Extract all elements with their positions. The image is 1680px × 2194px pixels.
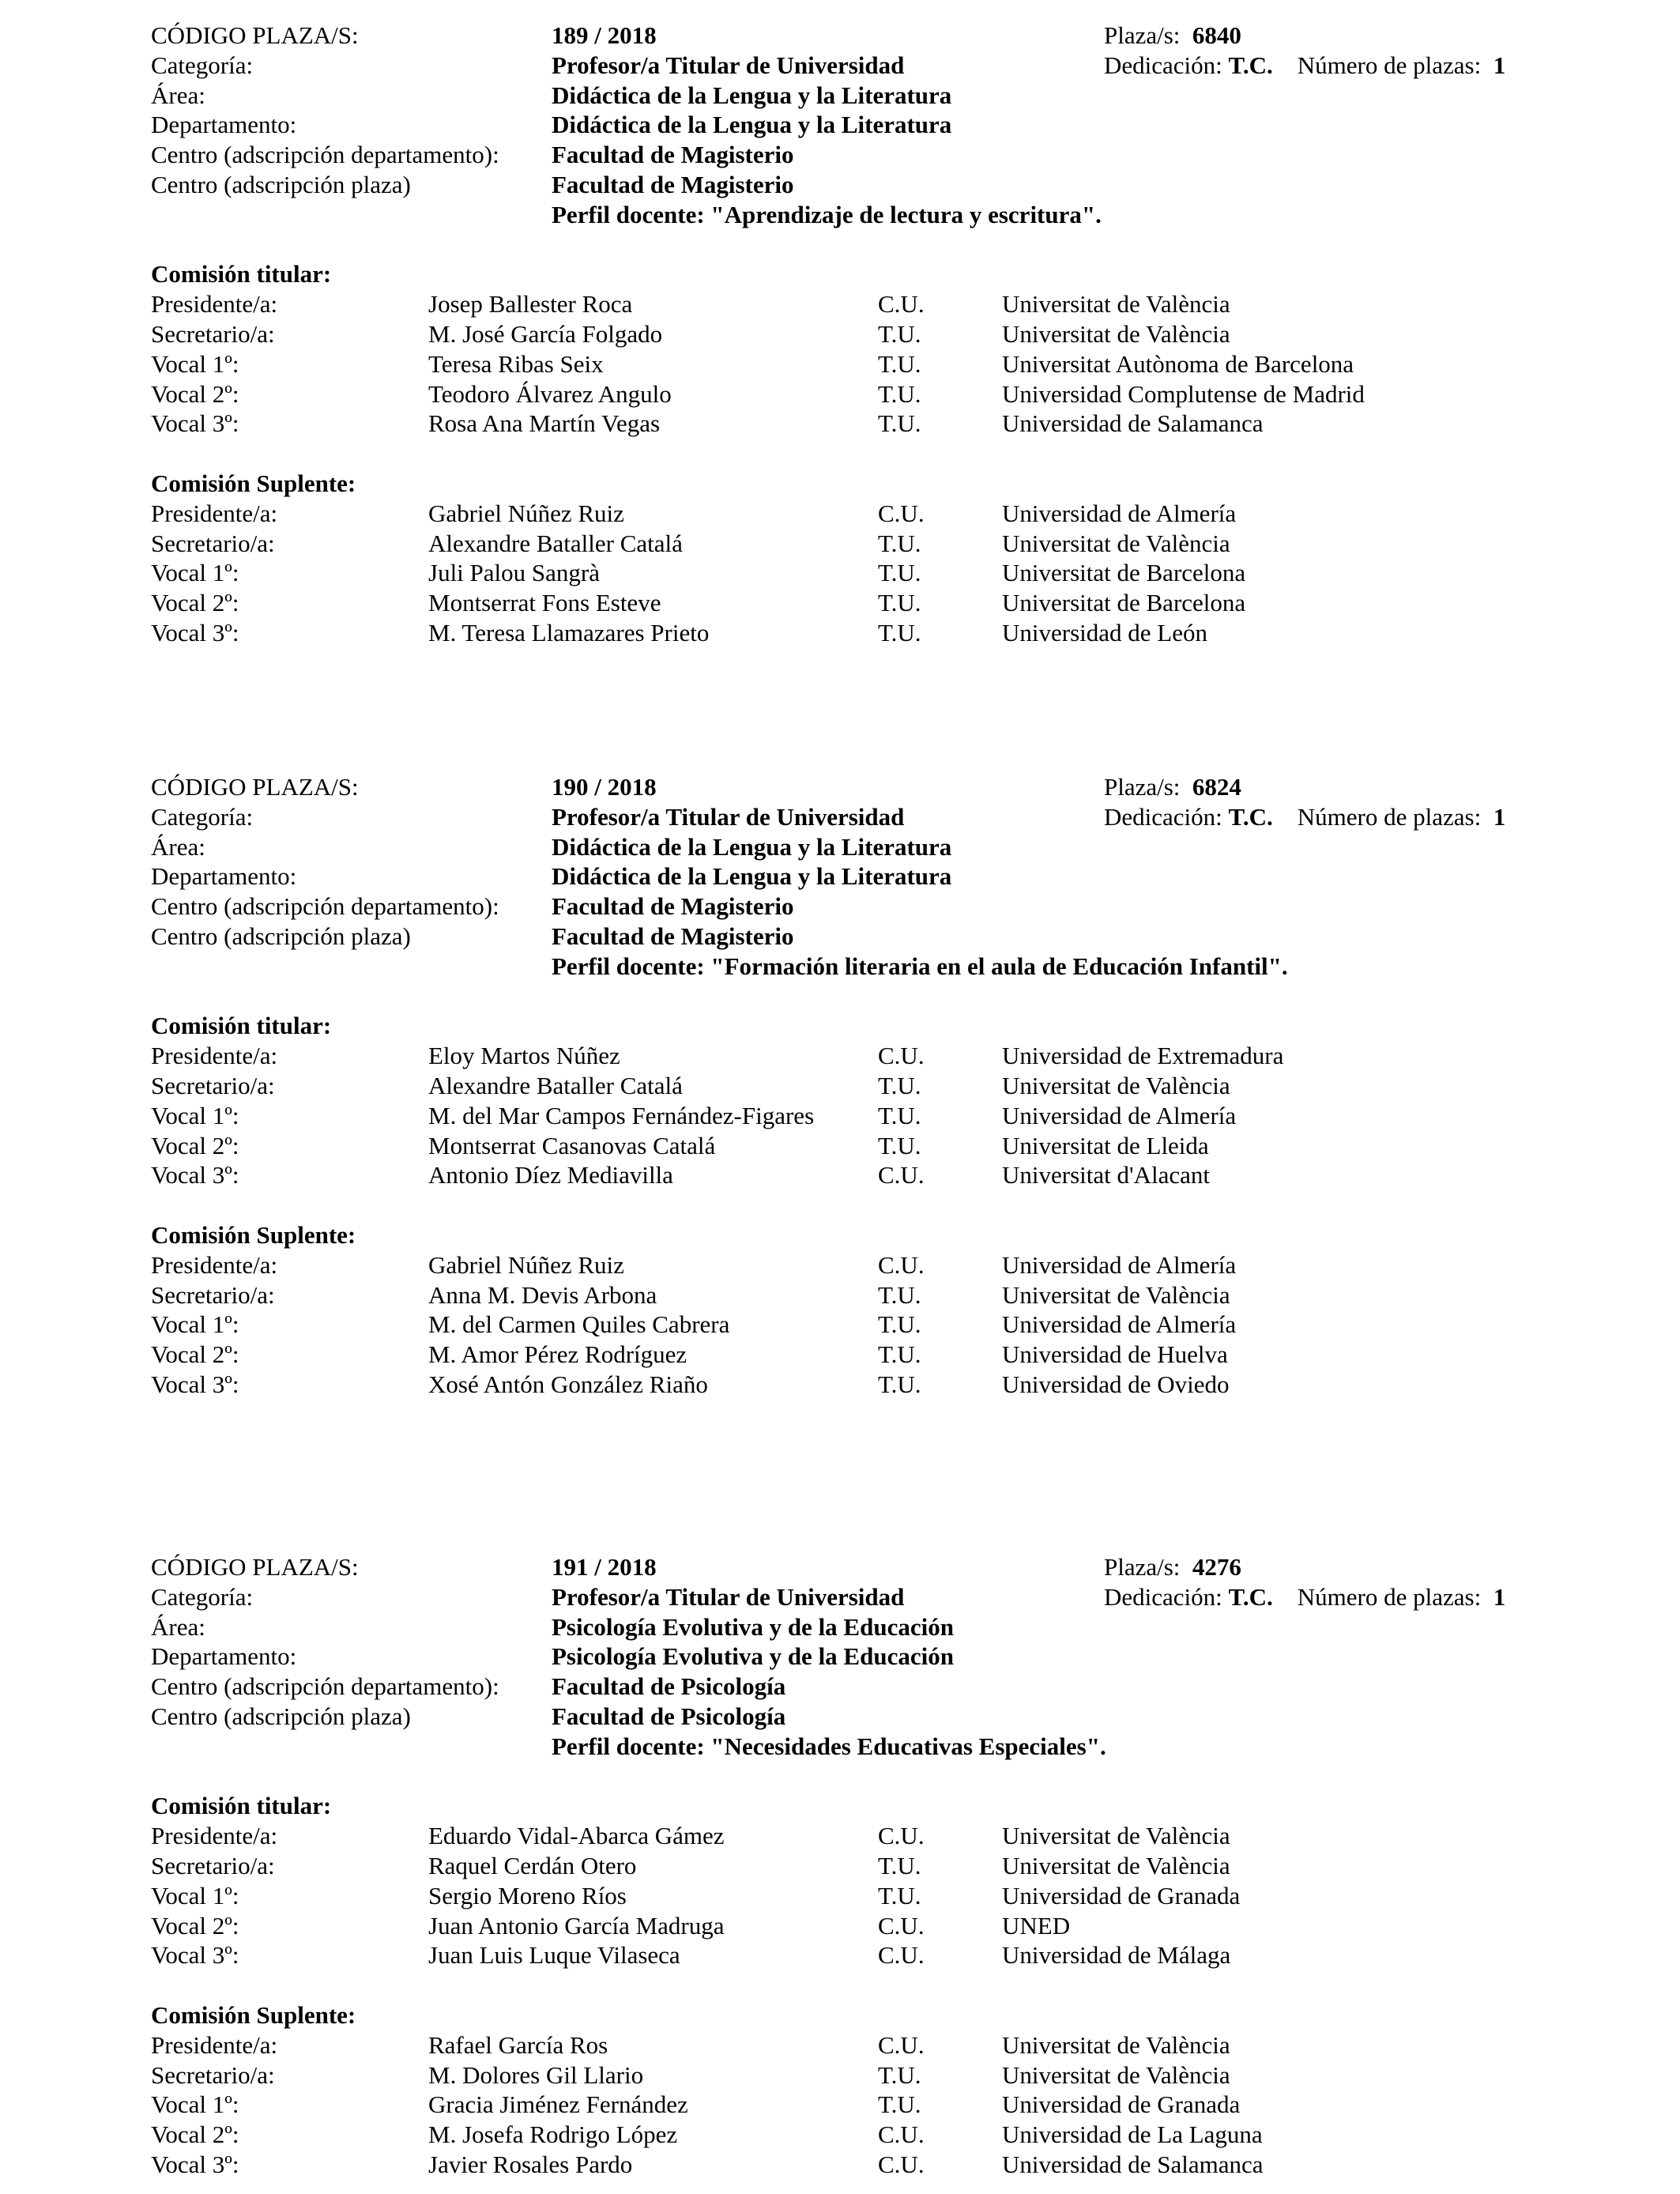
member-university: Universitat de València bbox=[1002, 529, 1230, 557]
dedicacion-label: Dedicación: bbox=[1104, 51, 1222, 79]
member-row bbox=[151, 409, 1573, 439]
member-name: M. Teresa Llamazares Prieto bbox=[428, 618, 710, 647]
perfil-docente: Perfil docente: "Formación literaria en el aula de Educación Infantil". bbox=[552, 952, 1288, 980]
categoria-row bbox=[151, 51, 1573, 81]
member-role: Presidente/a: bbox=[151, 2030, 278, 2059]
member-name: Juan Luis Luque Vilaseca bbox=[428, 1941, 680, 1970]
member-row bbox=[151, 1250, 1573, 1280]
plaza-block bbox=[151, 21, 1573, 648]
centro-dep-value: Facultad de Magisterio bbox=[552, 892, 794, 921]
member-name: M. del Carmen Quiles Cabrera bbox=[428, 1310, 730, 1339]
dedicacion-info bbox=[1104, 1582, 1505, 1612]
member-university: Universitat de Barcelona bbox=[1002, 589, 1246, 617]
perfil-row bbox=[151, 952, 1573, 982]
member-university: Universitat de València bbox=[1002, 1822, 1230, 1850]
member-university: Universidad de Almería bbox=[1002, 1101, 1237, 1129]
member-category: T.U. bbox=[878, 1131, 921, 1159]
dedicacion-value: T.C. bbox=[1228, 51, 1273, 79]
centro-dep-value: Facultad de Psicología bbox=[552, 1672, 786, 1701]
member-name: M. José García Folgado bbox=[428, 319, 663, 348]
member-category: C.U. bbox=[878, 1822, 925, 1850]
member-row bbox=[151, 1911, 1573, 1941]
member-university: Universitat de València bbox=[1002, 2030, 1230, 2059]
member-name: M. del Mar Campos Fernández-Figares bbox=[428, 1101, 815, 1129]
departamento-value: Didáctica de la Lengua y la Literatura bbox=[552, 862, 952, 891]
numero-label: Número de plazas: bbox=[1297, 802, 1482, 831]
comision-titular-heading: Comisión titular: bbox=[151, 260, 332, 288]
member-role: Vocal 1º: bbox=[151, 1881, 239, 1909]
member-row bbox=[151, 1071, 1573, 1101]
member-name: Teodoro Álvarez Angulo bbox=[428, 379, 672, 408]
departamento-label: Departamento: bbox=[151, 1642, 297, 1671]
member-role: Vocal 2º: bbox=[151, 379, 239, 408]
numero-value: 1 bbox=[1493, 51, 1506, 79]
member-category: T.U. bbox=[878, 1071, 921, 1099]
member-university: Universidad de León bbox=[1002, 618, 1207, 647]
member-row bbox=[151, 588, 1573, 618]
centro-plaza-value: Facultad de Psicología bbox=[552, 1702, 786, 1730]
member-row bbox=[151, 2120, 1573, 2150]
area-value: Didáctica de la Lengua y la Literatura bbox=[552, 832, 952, 861]
member-university: Universidad de Granada bbox=[1002, 1881, 1241, 1909]
member-row bbox=[151, 1370, 1573, 1400]
codigo-value: 191 / 2018 bbox=[552, 1553, 657, 1581]
departamento-row bbox=[151, 1642, 1573, 1672]
member-university: Universidad de Almería bbox=[1002, 1250, 1237, 1279]
member-university: Universidad de Extremadura bbox=[1002, 1042, 1284, 1070]
centro-dep-label: Centro (adscripción departamento): bbox=[151, 1672, 499, 1701]
member-row bbox=[151, 1160, 1573, 1190]
member-role: Vocal 1º: bbox=[151, 1310, 239, 1339]
member-category: C.U. bbox=[878, 1161, 925, 1189]
member-role: Vocal 2º: bbox=[151, 1340, 239, 1369]
perfil-docente: Perfil docente: "Necesidades Educativas Especiales". bbox=[552, 1732, 1106, 1760]
comision-suplente-heading-row bbox=[151, 2000, 1573, 2030]
member-name: Alexandre Bataller Catalá bbox=[428, 529, 683, 557]
member-row bbox=[151, 349, 1573, 379]
comision-titular-heading-row bbox=[151, 1791, 1573, 1821]
departamento-value: Didáctica de la Lengua y la Literatura bbox=[552, 111, 952, 139]
member-university: Universitat d'Alacant bbox=[1002, 1161, 1210, 1189]
member-university: Universidad de La Laguna bbox=[1002, 2120, 1263, 2149]
member-university: Universidad de Granada bbox=[1002, 2090, 1241, 2119]
member-category: T.U. bbox=[878, 1310, 921, 1339]
centro-plaza-label: Centro (adscripción plaza) bbox=[151, 922, 411, 950]
member-row bbox=[151, 1041, 1573, 1071]
centro-plaza-row bbox=[151, 1702, 1573, 1732]
member-role: Vocal 3º: bbox=[151, 2150, 239, 2178]
member-university: Universidad de Salamanca bbox=[1002, 409, 1264, 438]
codigo-label: CÓDIGO PLAZA/S: bbox=[151, 21, 359, 49]
member-name: Javier Rosales Pardo bbox=[428, 2150, 633, 2178]
numero-label: Número de plazas: bbox=[1297, 51, 1482, 79]
member-category: T.U. bbox=[878, 2090, 921, 2119]
plazas-label: Plaza/s: bbox=[1104, 773, 1181, 801]
member-university: Universidad de Almería bbox=[1002, 1310, 1237, 1339]
comision-titular-heading-row bbox=[151, 1011, 1573, 1041]
area-value: Psicología Evolutiva y de la Educación bbox=[552, 1612, 954, 1641]
plazas-info bbox=[1104, 21, 1241, 51]
member-row bbox=[151, 2060, 1573, 2090]
member-row bbox=[151, 319, 1573, 349]
member-row bbox=[151, 1280, 1573, 1310]
codigo-label: CÓDIGO PLAZA/S: bbox=[151, 773, 359, 801]
area-row bbox=[151, 81, 1573, 111]
comision-suplente-heading: Comisión Suplente: bbox=[151, 2000, 356, 2029]
centro-dep-label: Centro (adscripción departamento): bbox=[151, 141, 499, 169]
member-row bbox=[151, 499, 1573, 529]
area-value: Didáctica de la Lengua y la Literatura bbox=[552, 81, 952, 109]
area-label: Área: bbox=[151, 81, 205, 109]
member-category: T.U. bbox=[878, 319, 921, 348]
member-role: Secretario/a: bbox=[151, 1071, 275, 1099]
comision-suplente-heading-row bbox=[151, 469, 1573, 499]
member-university: Universitat de València bbox=[1002, 2060, 1230, 2089]
member-row bbox=[151, 1340, 1573, 1370]
numero-value: 1 bbox=[1493, 1582, 1506, 1611]
member-university: Universitat de València bbox=[1002, 319, 1230, 348]
member-name: Anna M. Devis Arbona bbox=[428, 1280, 657, 1309]
dedicacion-label: Dedicación: bbox=[1104, 1582, 1222, 1611]
plazas-label: Plaza/s: bbox=[1104, 21, 1181, 49]
comision-suplente-heading: Comisión Suplente: bbox=[151, 1220, 356, 1249]
plazas-info bbox=[1104, 772, 1241, 802]
member-row bbox=[151, 289, 1573, 319]
member-name: Gabriel Núñez Ruiz bbox=[428, 499, 624, 527]
member-category: C.U. bbox=[878, 1042, 925, 1070]
member-role: Vocal 3º: bbox=[151, 1161, 239, 1189]
member-university: Universitat Autònoma de Barcelona bbox=[1002, 349, 1354, 378]
member-role: Presidente/a: bbox=[151, 499, 278, 527]
centro-plaza-value: Facultad de Magisterio bbox=[552, 922, 794, 950]
area-row bbox=[151, 1612, 1573, 1642]
member-role: Vocal 2º: bbox=[151, 1131, 239, 1159]
member-category: T.U. bbox=[878, 559, 921, 587]
member-university: Universitat de Lleida bbox=[1002, 1131, 1209, 1159]
member-role: Presidente/a: bbox=[151, 1250, 278, 1279]
area-label: Área: bbox=[151, 832, 205, 861]
member-role: Presidente/a: bbox=[151, 1042, 278, 1070]
member-name: Teresa Ribas Seix bbox=[428, 349, 604, 378]
member-row bbox=[151, 2090, 1573, 2120]
member-row bbox=[151, 1940, 1573, 1970]
dedicacion-label: Dedicación: bbox=[1104, 802, 1222, 831]
member-name: Rosa Ana Martín Vegas bbox=[428, 409, 661, 438]
plaza-number: 4276 bbox=[1192, 1553, 1241, 1581]
plazas-info bbox=[1104, 1552, 1241, 1582]
numero-value: 1 bbox=[1493, 802, 1506, 831]
member-name: M. Amor Pérez Rodríguez bbox=[428, 1340, 687, 1369]
member-university: Universitat de València bbox=[1002, 1851, 1230, 1879]
member-category: T.U. bbox=[878, 349, 921, 378]
member-role: Vocal 2º: bbox=[151, 2120, 239, 2149]
member-university: Universitat de València bbox=[1002, 290, 1230, 319]
member-category: T.U. bbox=[878, 1851, 921, 1879]
dedicacion-value: T.C. bbox=[1228, 802, 1273, 831]
member-name: Antonio Díez Mediavilla bbox=[428, 1161, 673, 1189]
member-category: C.U. bbox=[878, 2120, 925, 2149]
member-role: Vocal 3º: bbox=[151, 618, 239, 647]
member-role: Vocal 1º: bbox=[151, 559, 239, 587]
member-role: Vocal 3º: bbox=[151, 1941, 239, 1970]
member-category: T.U. bbox=[878, 379, 921, 408]
centro-dep-row bbox=[151, 1672, 1573, 1702]
departamento-label: Departamento: bbox=[151, 111, 297, 139]
member-row bbox=[151, 1881, 1573, 1911]
codigo-value: 189 / 2018 bbox=[552, 21, 657, 49]
codigo-value: 190 / 2018 bbox=[552, 773, 657, 801]
comision-suplente-heading: Comisión Suplente: bbox=[151, 469, 356, 497]
member-name: Eloy Martos Núñez bbox=[428, 1042, 620, 1070]
member-category: T.U. bbox=[878, 1280, 921, 1309]
member-role: Vocal 1º: bbox=[151, 349, 239, 378]
member-role: Vocal 1º: bbox=[151, 1101, 239, 1129]
member-row bbox=[151, 1851, 1573, 1881]
plazas-label: Plaza/s: bbox=[1104, 1553, 1181, 1581]
member-name: Montserrat Casanovas Catalá bbox=[428, 1131, 716, 1159]
member-name: Sergio Moreno Ríos bbox=[428, 1881, 627, 1909]
member-category: T.U. bbox=[878, 589, 921, 617]
dedicacion-info bbox=[1104, 802, 1505, 832]
member-row bbox=[151, 1131, 1573, 1161]
member-university: Universidad de Oviedo bbox=[1002, 1370, 1230, 1398]
member-role: Vocal 3º: bbox=[151, 1370, 239, 1398]
member-row bbox=[151, 379, 1573, 409]
area-row bbox=[151, 832, 1573, 862]
member-category: T.U. bbox=[878, 1881, 921, 1909]
centro-dep-value: Facultad de Magisterio bbox=[552, 141, 794, 169]
member-university: Universidad de Salamanca bbox=[1002, 2150, 1264, 2178]
member-category: T.U. bbox=[878, 529, 921, 557]
dedicacion-value: T.C. bbox=[1228, 1582, 1273, 1611]
plaza-number: 6840 bbox=[1192, 21, 1241, 49]
centro-plaza-row bbox=[151, 170, 1573, 200]
member-university: Universitat de Barcelona bbox=[1002, 559, 1246, 587]
member-category: T.U. bbox=[878, 1370, 921, 1398]
member-category: C.U. bbox=[878, 1250, 925, 1279]
plaza-block bbox=[151, 772, 1573, 1400]
comision-titular-heading: Comisión titular: bbox=[151, 1012, 332, 1040]
member-name: Gabriel Núñez Ruiz bbox=[428, 1250, 624, 1279]
codigo-label: CÓDIGO PLAZA/S: bbox=[151, 1553, 359, 1581]
member-name: Eduardo Vidal-Abarca Gámez bbox=[428, 1822, 725, 1850]
codigo-row bbox=[151, 1552, 1573, 1582]
member-role: Presidente/a: bbox=[151, 290, 278, 319]
member-name: Juan Antonio García Madruga bbox=[428, 1911, 725, 1940]
member-role: Secretario/a: bbox=[151, 1851, 275, 1879]
member-row bbox=[151, 1310, 1573, 1340]
member-category: C.U. bbox=[878, 1941, 925, 1970]
centro-dep-row bbox=[151, 892, 1573, 922]
departamento-label: Departamento: bbox=[151, 862, 297, 891]
centro-dep-row bbox=[151, 140, 1573, 170]
member-name: Alexandre Bataller Catalá bbox=[428, 1071, 683, 1099]
member-name: Josep Ballester Roca bbox=[428, 290, 633, 319]
member-role: Secretario/a: bbox=[151, 2060, 275, 2089]
member-name: Gracia Jiménez Fernández bbox=[428, 2090, 688, 2119]
member-category: C.U. bbox=[878, 2030, 925, 2059]
centro-dep-label: Centro (adscripción departamento): bbox=[151, 892, 499, 921]
member-category: C.U. bbox=[878, 499, 925, 527]
member-row bbox=[151, 529, 1573, 559]
member-role: Vocal 2º: bbox=[151, 589, 239, 617]
member-name: Rafael García Ros bbox=[428, 2030, 608, 2059]
codigo-row bbox=[151, 772, 1573, 802]
member-row bbox=[151, 618, 1573, 648]
categoria-label: Categoría: bbox=[151, 51, 254, 79]
categoria-value: Profesor/a Titular de Universidad bbox=[552, 51, 905, 79]
member-category: T.U. bbox=[878, 409, 921, 438]
centro-plaza-value: Facultad de Magisterio bbox=[552, 170, 794, 198]
member-role: Vocal 1º: bbox=[151, 2090, 239, 2119]
numero-label: Número de plazas: bbox=[1297, 1582, 1482, 1611]
dedicacion-info bbox=[1104, 51, 1505, 81]
member-name: Montserrat Fons Esteve bbox=[428, 589, 661, 617]
member-row bbox=[151, 1821, 1573, 1851]
member-category: C.U. bbox=[878, 290, 925, 319]
centro-plaza-label: Centro (adscripción plaza) bbox=[151, 1702, 411, 1730]
member-role: Secretario/a: bbox=[151, 319, 275, 348]
plaza-number: 6824 bbox=[1192, 773, 1241, 801]
categoria-label: Categoría: bbox=[151, 802, 254, 831]
perfil-row bbox=[151, 200, 1573, 230]
member-name: M. Dolores Gil Llario bbox=[428, 2060, 644, 2089]
member-university: Universidad de Huelva bbox=[1002, 1340, 1228, 1369]
comision-suplente-heading-row bbox=[151, 1220, 1573, 1250]
member-name: M. Josefa Rodrigo López bbox=[428, 2120, 678, 2149]
member-role: Secretario/a: bbox=[151, 529, 275, 557]
member-row bbox=[151, 2030, 1573, 2060]
member-name: Raquel Cerdán Otero bbox=[428, 1851, 637, 1879]
perfil-row bbox=[151, 1732, 1573, 1762]
comision-titular-heading: Comisión titular: bbox=[151, 1792, 332, 1820]
member-university: Universidad Complutense de Madrid bbox=[1002, 379, 1365, 408]
categoria-value: Profesor/a Titular de Universidad bbox=[552, 1582, 905, 1611]
member-category: T.U. bbox=[878, 618, 921, 647]
member-category: T.U. bbox=[878, 2060, 921, 2089]
departamento-value: Psicología Evolutiva y de la Educación bbox=[552, 1642, 954, 1671]
member-role: Presidente/a: bbox=[151, 1822, 278, 1850]
member-category: C.U. bbox=[878, 1911, 925, 1940]
comision-titular-heading-row bbox=[151, 259, 1573, 289]
member-row bbox=[151, 558, 1573, 588]
codigo-row bbox=[151, 21, 1573, 51]
categoria-value: Profesor/a Titular de Universidad bbox=[552, 802, 905, 831]
member-name: Juli Palou Sangrà bbox=[428, 559, 600, 587]
departamento-row bbox=[151, 861, 1573, 892]
member-university: Universitat de València bbox=[1002, 1071, 1230, 1099]
member-role: Vocal 3º: bbox=[151, 409, 239, 438]
member-category: T.U. bbox=[878, 1101, 921, 1129]
categoria-row bbox=[151, 802, 1573, 832]
categoria-row bbox=[151, 1582, 1573, 1612]
departamento-row bbox=[151, 110, 1573, 140]
area-label: Área: bbox=[151, 1612, 205, 1641]
member-row bbox=[151, 2150, 1573, 2180]
plaza-block bbox=[151, 1552, 1573, 2180]
member-category: C.U. bbox=[878, 2150, 925, 2178]
centro-plaza-row bbox=[151, 922, 1573, 952]
member-university: UNED bbox=[1002, 1911, 1071, 1940]
centro-plaza-label: Centro (adscripción plaza) bbox=[151, 170, 411, 198]
perfil-docente: Perfil docente: "Aprendizaje de lectura y escritura". bbox=[552, 200, 1102, 228]
member-university: Universidad de Málaga bbox=[1002, 1941, 1231, 1970]
member-role: Vocal 2º: bbox=[151, 1911, 239, 1940]
categoria-label: Categoría: bbox=[151, 1582, 254, 1611]
member-name: Xosé Antón González Riaño bbox=[428, 1370, 708, 1398]
member-university: Universidad de Almería bbox=[1002, 499, 1237, 527]
member-university: Universitat de València bbox=[1002, 1280, 1230, 1309]
member-category: T.U. bbox=[878, 1340, 921, 1369]
member-role: Secretario/a: bbox=[151, 1280, 275, 1309]
member-row bbox=[151, 1101, 1573, 1131]
